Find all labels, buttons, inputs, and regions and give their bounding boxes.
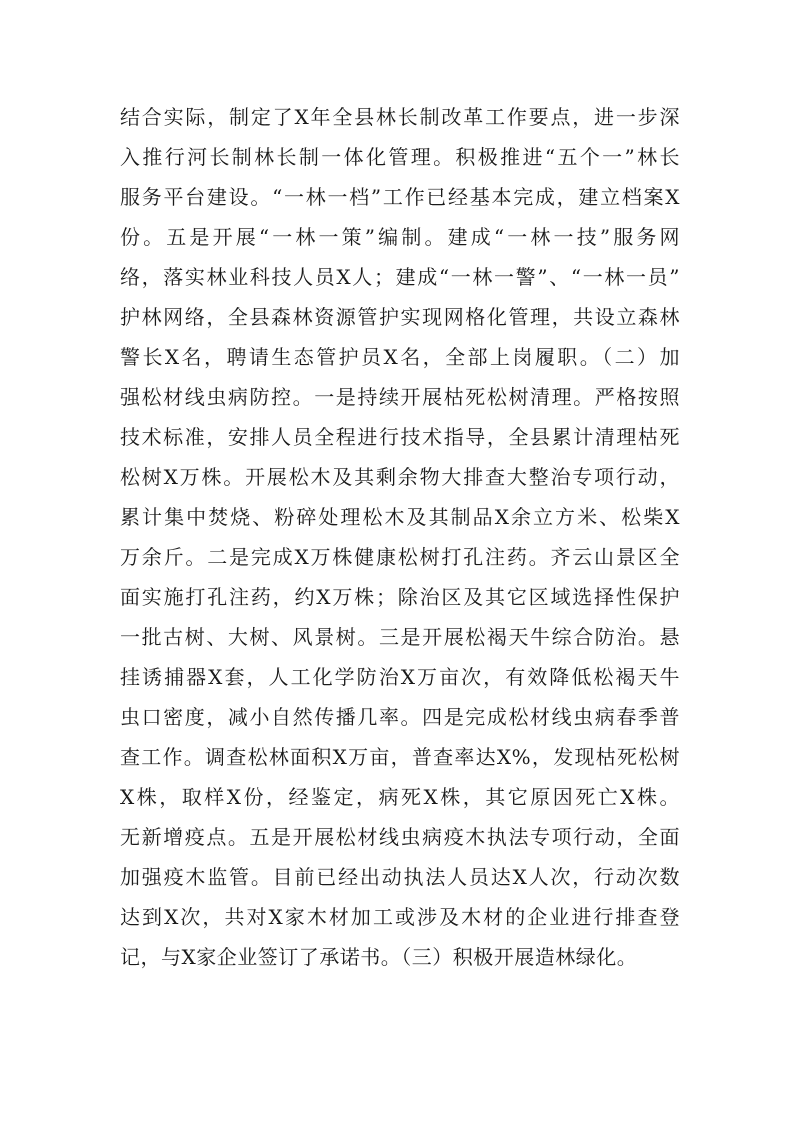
text-line: 护林网络，全县森林资源管护实现网格化管理，共设立森林	[120, 305, 680, 329]
text-line: 强松材线虫病防控。一是持续开展枯死松树清理。严格按照	[120, 385, 680, 409]
text-line: 虫口密度，减小自然传播几率。四是完成松材线虫病春季普	[120, 705, 680, 729]
text-line: 结合实际，制定了X年全县林长制改革工作要点，进一步深	[120, 105, 680, 129]
text-line: 服务平台建设。“一林一档”工作已经基本完成，建立档案X	[120, 185, 680, 209]
text-line: 达到X次，共对X家木材加工或涉及木材的企业进行排查登	[120, 905, 680, 929]
text-line: 累计集中焚烧、粉碎处理松木及其制品X余立方米、松柴X	[120, 505, 680, 529]
text-line: X株，取样X份，经鉴定，病死X株，其它原因死亡X株。	[120, 785, 680, 809]
text-line: 加强疫木监管。目前已经出动执法人员达X人次，行动次数	[120, 865, 680, 889]
text-line: 入推行河长制林长制一体化管理。积极推进“五个一”林长	[120, 145, 680, 169]
text-line: 挂诱捕器X套，人工化学防治X万亩次，有效降低松褐天牛	[120, 665, 680, 689]
text-line: 万余斤。二是完成X万株健康松树打孔注药。齐云山景区全	[120, 545, 680, 569]
text-line: 记，与X家企业签订了承诺书。（三）积极开展造林绿化。	[120, 945, 638, 969]
text-line: 警长X名，聘请生态管护员X名，全部上岗履职。（二）加	[120, 345, 680, 369]
body-text	[120, 97, 680, 977]
text-line: 络，落实林业科技人员X人；建成“一林一警”、“一林一员”	[120, 265, 680, 289]
text-line: 松树X万株。开展松木及其剩余物大排查大整治专项行动，	[120, 465, 680, 489]
text-line: 查工作。调查松林面积X万亩，普查率达X%，发现枯死松树	[120, 745, 680, 769]
text-line: 份。五是开展“一林一策”编制。建成“一林一技”服务网	[120, 225, 680, 249]
text-line: 无新增疫点。五是开展松材线虫病疫木执法专项行动，全面	[120, 825, 680, 849]
text-line: 一批古树、大树、风景树。三是开展松褐天牛综合防治。悬	[120, 625, 680, 649]
text-line: 面实施打孔注药，约X万株；除治区及其它区域选择性保护	[120, 585, 680, 609]
text-line: 技术标准，安排人员全程进行技术指导，全县累计清理枯死	[120, 425, 680, 449]
